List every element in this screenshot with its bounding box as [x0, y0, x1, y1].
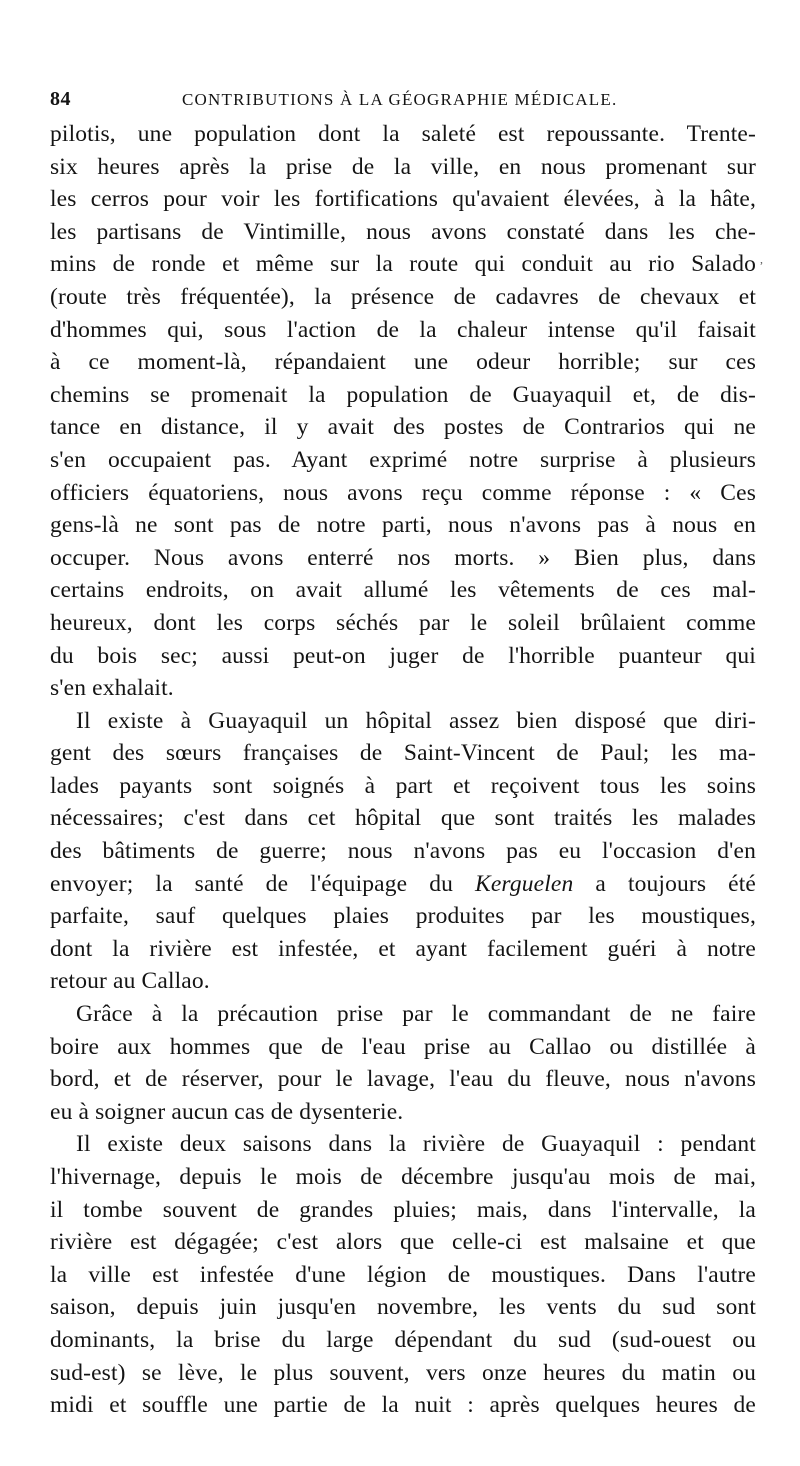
text-line: eu à soigner aucun cas de dysenterie. [50, 1098, 404, 1125]
text-line: gens-là ne sont pas de notre parti, nous n'avons pas à nous en [50, 512, 756, 539]
text-line: parfaite, sauf quelques plaies produites par les moustiques, [50, 903, 756, 930]
text-line: s'en exhalait. [50, 675, 174, 702]
text-line: du bois sec; aussi peut-on juger de l'horrible puanteur qui [50, 642, 756, 669]
text-segment: envoyer; la santé de l'équipage du [50, 870, 454, 897]
text-line: la ville est infestée d'une légion de moustiques. Dans l'autre [50, 1261, 756, 1288]
text-line: nécessaires; c'est dans cet hôpital que sont traités les malades [50, 805, 756, 832]
running-head [50, 88, 756, 118]
body-text [50, 118, 756, 1422]
text-line: saison, depuis juin jusqu'en novembre, les vents du sud sont [50, 1294, 756, 1321]
text-line: rivière est dégagée; c'est alors que celle-ci est malsaine et que [50, 1229, 756, 1256]
text-line-with-ship-name [50, 868, 756, 901]
text-line: Grâce à la précaution prise par le commandant de ne faire [76, 1001, 756, 1028]
text-line: bord, et de réserver, pour le lavage, l'eau du fleuve, nous n'avons [50, 1066, 756, 1093]
margin-mark: , [760, 252, 763, 266]
text-line: boire aux hommes que de l'eau prise au Callao ou distillée à [50, 1033, 756, 1060]
text-line: d'hommes qui, sous l'action de la chaleur intense qu'il faisait [50, 316, 756, 343]
page-number: 84 [50, 88, 71, 110]
text-line: occuper. Nous avons enterré nos morts. » Bien plus, dans [50, 544, 756, 571]
text-line: sud-est) se lève, le plus souvent, vers onze heures du matin ou [50, 1359, 756, 1386]
text-line: Il existe à Guayaquil un hôpital assez bien disposé que diri- [76, 707, 756, 734]
text-line: les cerros pour voir les fortifications qu'avaient élevées, à la hâte, [50, 186, 756, 213]
text-line: retour au Callao. [50, 968, 210, 995]
text-line: dont la rivière est infestée, et ayant facilement guéri à notre [50, 935, 756, 962]
text-line: l'hivernage, depuis le mois de décembre jusqu'au mois de mai, [50, 1164, 756, 1190]
text-line: officiers équatoriens, nous avons reçu comme réponse : « Ces [50, 479, 756, 506]
text-line: heureux, dont les corps séchés par le soleil brûlaient comme [50, 609, 756, 636]
text-line: midi et souffle une partie de la nuit : après quelques heures de [50, 1392, 756, 1419]
text-line: il tombe souvent de grandes pluies; mais, dans l'intervalle, la [50, 1196, 756, 1223]
text-segment: a toujours été [573, 870, 756, 897]
running-title: CONTRIBUTIONS À LA GÉOGRAPHIE MÉDICALE. [182, 90, 618, 109]
text-line: des bâtiments de guerre; nous n'avons pas eu l'occasion d'en [50, 838, 756, 865]
text-line: les partisans de Vintimille, nous avons constaté dans les che- [50, 218, 756, 245]
text-line: tance en distance, il y avait des postes de Contrarios qui ne [50, 414, 756, 441]
text-line: s'en occupaient pas. Ayant exprimé notre surprise à plusieurs [50, 446, 756, 473]
text-line: six heures après la prise de la ville, en nous promenant sur [50, 153, 756, 180]
text-line: à ce moment-là, répandaient une odeur horrible; sur ces [50, 349, 756, 376]
text-line: gent des sœurs françaises de Saint-Vincent de Paul; les ma- [50, 740, 756, 767]
text-line: (route très fréquentée), la présence de cadavres de chevaux et [50, 283, 756, 310]
text-line: Il existe deux saisons dans la rivière de Guayaquil : pendant [76, 1131, 756, 1158]
text-line: chemins se promenait la population de Guayaquil et, de dis- [50, 381, 756, 408]
text-line: mins de ronde et même sur la route qui conduit au rio Salado [50, 251, 756, 278]
text-line: dominants, la brise du large dépendant du sud (sud-ouest ou [50, 1326, 756, 1353]
text-line: certains endroits, on avait allumé les vêtements de ces mal- [50, 577, 756, 604]
text-line: lades payants sont soignés à part et reçoivent tous les soins [50, 772, 756, 799]
text-line: pilotis, une population dont la saleté est repoussante. Trente- [50, 121, 756, 147]
ship-name: Kerguelen [475, 870, 574, 897]
